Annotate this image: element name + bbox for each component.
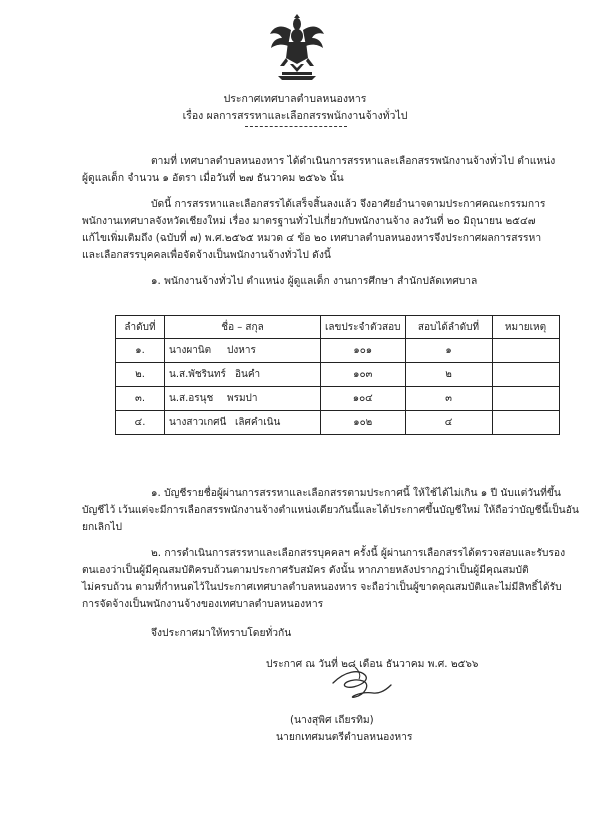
cell-exam-id: ๑๐๒: [321, 411, 406, 435]
cell-rank: ๒: [405, 363, 492, 387]
garuda-emblem-icon: [268, 14, 326, 82]
table-row: [116, 363, 560, 387]
results-table: [115, 315, 560, 435]
table-header-row: [116, 316, 560, 339]
intro-line-1: ตามที่ เทศบาลตำบลหนองหาร ได้ดำเนินการสรรหาและเลือกสรรพนักงานจ้างทั่วไป ตำแหน่ง: [151, 155, 556, 167]
note-2-line-4: การจัดจ้างเป็นพนักงานจ้างของเทศบาลตำบลหนองหาร: [82, 598, 324, 610]
intro-line-2: ผู้ดูแลเด็ก จำนวน ๑ อัตรา เมื่อวันที่ ๒๗ ธันวาคม ๒๕๖๖ นั้น: [82, 172, 344, 184]
cell-rank: ๑: [405, 339, 492, 363]
cell-first-name: น.ส.อรนุช: [169, 393, 214, 404]
closing-text: จึงประกาศมาให้ทราบโดยทั่วกัน: [151, 627, 292, 639]
cell-remark: [492, 411, 559, 435]
note-2-line-3: ไม่ครบถ้วน ตามที่กำหนดไว้ในประกาศเทศบาลตำบลหนองหาร จะถือว่าเป็นผู้ขาดคุณสมบัติและไม่มีสิทธิ์ได้รับ: [82, 581, 562, 593]
cell-first-name: น.ส.พัชรินทร์: [169, 369, 226, 380]
cell-exam-id: ๑๐๔: [321, 387, 406, 411]
cell-remark: [492, 363, 559, 387]
cell-first-name: นางสาวเกศนี: [169, 417, 227, 428]
table-row: [116, 411, 560, 435]
body-line-3: แก้ไขเพิ่มเติมถึง (ฉบับที่ ๗) พ.ศ.๒๕๖๕ หมวด ๔ ข้อ ๒๐ เทศบาลตำบลหนองหารจึงประกาศผลการสรรหา: [82, 232, 542, 244]
signer-name: (นางสุพิศ เถียรทิม): [290, 714, 374, 726]
body-line-4: และเลือกสรรบุคคลเพื่อจัดจ้างเป็นพนักงานจ้างทั่วไป ดังนี้: [82, 249, 331, 261]
note-1-line-2: บัญชีไว้ เว้นแต่จะมีการเลือกสรรพนักงานจ้างตำแหน่งเดียวกันนี้และได้ประกาศขึ้นบัญชีใหม่ ให้ถือว่าบัญชีนี้เป็นอัน: [82, 504, 579, 516]
col-header-remark: หมายเหตุ: [492, 316, 559, 339]
date-line: ประกาศ ณ วันที่ ๒๘ เดือน ธันวาคม พ.ศ. ๒๕๖๖: [266, 658, 479, 670]
cell-exam-id: ๑๐๓: [321, 363, 406, 387]
position-heading: ๑. พนักงานจ้างทั่วไป ตำแหน่ง ผู้ดูแลเด็ก งานการศึกษา สำนักปลัดเทศบาล: [151, 275, 478, 287]
cell-name: [165, 339, 321, 363]
col-header-order: ลำดับที่: [116, 316, 165, 339]
col-header-exam-id: เลขประจำตัวสอบ: [321, 316, 406, 339]
note-1-line-1: ๑. บัญชีรายชื่อผู้ผ่านการสรรหาและเลือกสรรตามประกาศนี้ ให้ใช้ได้ไม่เกิน ๑ ปี นับแต่วันที่ขึ้น: [151, 487, 561, 499]
announcement-subject: เรื่อง ผลการสรรหาและเลือกสรรพนักงานจ้างทั่วไป: [182, 110, 408, 122]
cell-order: ๑.: [116, 339, 165, 363]
cell-name: [165, 363, 321, 387]
cell-last-name: พรมปา: [227, 393, 258, 404]
signer-title: นายกเทศมนตรีตำบลหนองหาร: [276, 731, 413, 743]
table-row: [116, 339, 560, 363]
cell-order: ๔.: [116, 411, 165, 435]
cell-remark: [492, 339, 559, 363]
announcement-heading: ประกาศเทศบาลตำบลหนองหาร: [223, 93, 367, 105]
cell-exam-id: ๑๐๑: [321, 339, 406, 363]
cell-rank: ๔: [405, 411, 492, 435]
cell-last-name: ปงหาร: [227, 345, 256, 356]
cell-last-name: เลิศคำเนิน: [235, 417, 281, 428]
cell-last-name: อินคำ: [235, 369, 261, 380]
note-2-line-1: ๒. การดำเนินการสรรหาและเลือกสรรบุคคลฯ ครั้งนี้ ผู้ผ่านการเลือกสรรได้ตรวจสอบและรับรอง: [151, 547, 566, 559]
cell-rank: ๓: [405, 387, 492, 411]
table-row: [116, 387, 560, 411]
col-header-name: ชื่อ – สกุล: [165, 316, 321, 339]
note-2-line-2: ตนเองว่าเป็นผู้มีคุณสมบัติครบถ้วนตามประกาศรับสมัคร ดังนั้น หากภายหลังปรากฏว่าเป็นผู้มีคุณสมบัติ: [82, 564, 529, 576]
cell-first-name: นางผานิต: [169, 345, 212, 356]
signature-icon: [325, 665, 395, 705]
cell-remark: [492, 387, 559, 411]
body-line-2: พนักงานเทศบาลจังหวัดเชียงใหม่ เรื่อง มาตรฐานทั่วไปเกี่ยวกับพนักงานจ้าง ลงวันที่ ๒๐ มิถุนายน ๒๕๔๗: [82, 215, 536, 227]
body-line-1: บัดนี้ การสรรหาและเลือกสรรได้เสร็จสิ้นลงแล้ว จึงอาศัยอำนาจตามประกาศคณะกรรมการ: [151, 198, 546, 210]
note-1-line-3: ยกเลิกไป: [82, 521, 123, 533]
col-header-rank: สอบได้ลำดับที่: [405, 316, 492, 339]
cell-name: [165, 387, 321, 411]
cell-name: [165, 411, 321, 435]
cell-order: ๓.: [116, 387, 165, 411]
cell-order: ๒.: [116, 363, 165, 387]
heading-separator: [245, 126, 347, 127]
